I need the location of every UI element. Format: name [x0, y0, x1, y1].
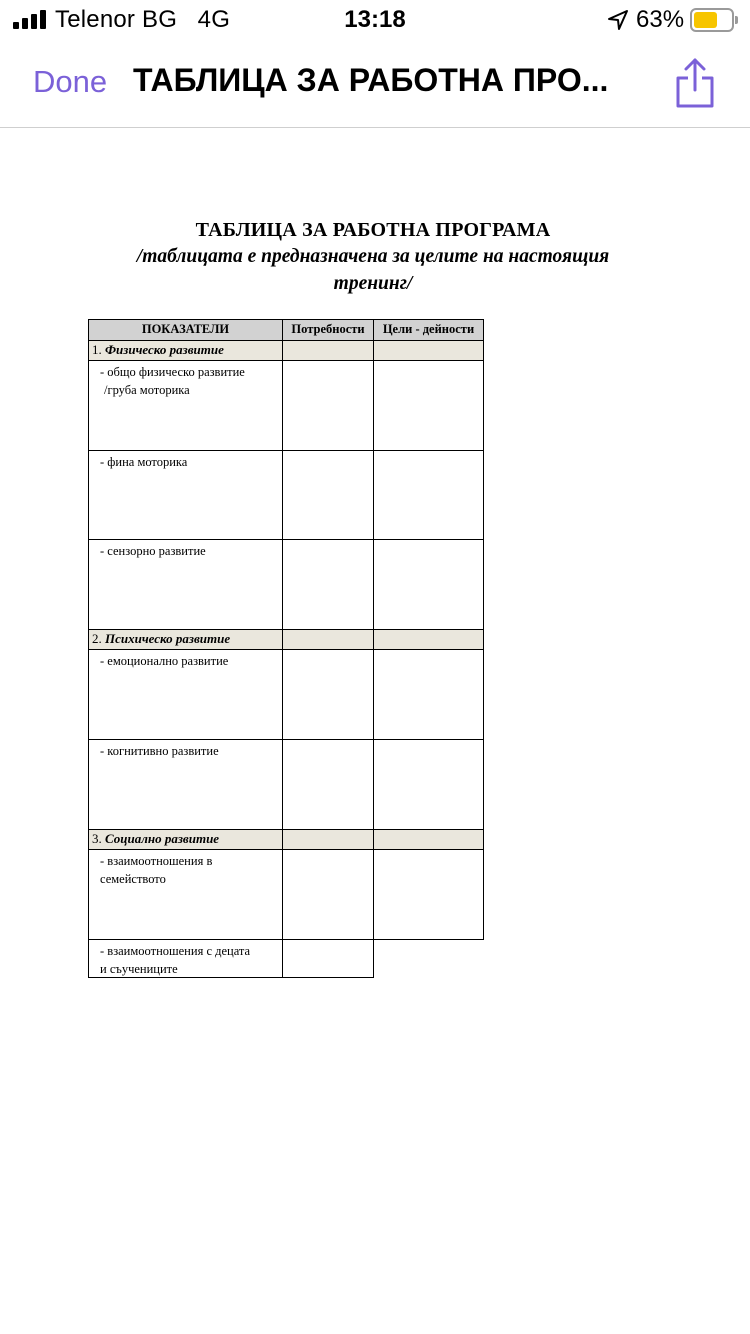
- status-bar: [0, 0, 750, 40]
- needs-cell[interactable]: [282, 539, 374, 630]
- table-row: [88, 649, 483, 740]
- section-name: Психическо развитие: [105, 631, 231, 646]
- battery-percent: 63%: [636, 6, 685, 33]
- item-label: - взаимоотношения в: [100, 854, 213, 868]
- status-time: 13:18: [344, 6, 406, 33]
- share-icon[interactable]: [672, 56, 718, 110]
- needs-cell[interactable]: [282, 450, 374, 540]
- item-label-cont: и съучениците: [100, 962, 178, 976]
- goals-cell[interactable]: [373, 849, 484, 940]
- section-name: Социално развитие: [105, 831, 220, 846]
- item-label: - взаимоотношения с децата: [100, 944, 251, 958]
- document-title: ТАБЛИЦА ЗА РАБОТНА ПРО...: [133, 62, 609, 98]
- battery-fill: [694, 12, 717, 28]
- location-arrow-icon: [607, 9, 629, 31]
- section-row-social: [88, 829, 483, 850]
- needs-cell[interactable]: [282, 360, 374, 451]
- goals-cell[interactable]: [373, 739, 484, 830]
- heading-subtitle-2: тренинг/: [333, 273, 413, 294]
- header-indicators: ПОКАЗАТЕЛИ: [141, 322, 230, 336]
- item-label: - емоционално развитие: [100, 654, 229, 668]
- table-row: [88, 849, 483, 940]
- table-row: [88, 939, 373, 978]
- item-label: - когнитивно развитие: [100, 744, 219, 758]
- heading-title: ТАБЛИЦА ЗА РАБОТНА ПРОГРАМА: [195, 219, 551, 241]
- goals-cell[interactable]: [373, 649, 484, 740]
- done-button[interactable]: Done: [33, 64, 108, 99]
- goals-cell[interactable]: [373, 539, 484, 630]
- document-view[interactable]: [0, 129, 750, 1334]
- needs-cell[interactable]: [282, 939, 374, 978]
- network-type: 4G: [197, 6, 231, 33]
- item-label: - общо физическо развитие: [100, 365, 245, 379]
- nav-bar: [0, 40, 750, 128]
- needs-cell[interactable]: [282, 849, 374, 940]
- table-header-row: [88, 319, 483, 341]
- heading-subtitle-1: /таблицата е предназначена за целите на настоящия: [136, 246, 610, 267]
- section-row-physical: [88, 340, 483, 361]
- table-row: [88, 739, 483, 830]
- header-needs: Потребности: [291, 322, 365, 336]
- item-label-cont: семейството: [100, 872, 166, 886]
- goals-cell[interactable]: [373, 450, 484, 540]
- document-heading: [88, 217, 658, 297]
- table-row: [88, 539, 483, 630]
- section-number: 3.: [92, 831, 102, 846]
- section-number: 2.: [92, 631, 102, 646]
- section-row-psychic: [88, 629, 483, 650]
- battery-icon: [690, 8, 734, 32]
- section-name: Физическо развитие: [105, 342, 224, 357]
- needs-cell[interactable]: [282, 739, 374, 830]
- needs-cell[interactable]: [282, 649, 374, 740]
- goals-cell[interactable]: [373, 360, 484, 451]
- table-row: [88, 450, 483, 540]
- carrier-name: Telenor BG: [55, 6, 178, 33]
- item-label: - сензорно развитие: [100, 544, 206, 558]
- header-goals: Цели - дейности: [382, 322, 475, 336]
- item-label: - фина моторика: [100, 455, 188, 469]
- table-row: [88, 360, 483, 451]
- section-number: 1.: [92, 342, 102, 357]
- item-label-cont: /груба моторика: [104, 383, 190, 397]
